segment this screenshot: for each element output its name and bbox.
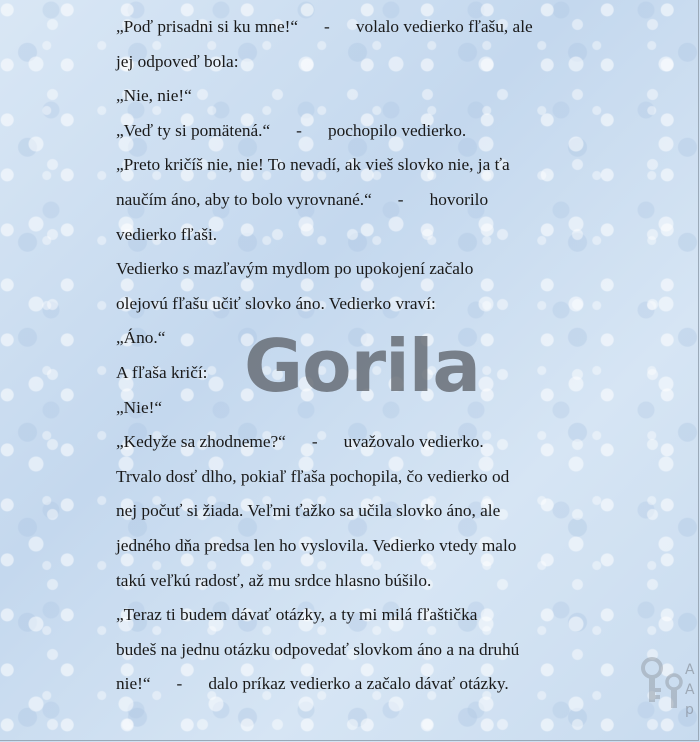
story-text-segment: A fľaša kričí: bbox=[116, 362, 208, 382]
story-text-segment: jedného dňa predsa len ho vyslovila. Vedierko vtedy malo bbox=[116, 535, 517, 555]
story-line bbox=[116, 183, 600, 218]
story-line bbox=[116, 564, 600, 599]
story-line bbox=[116, 321, 600, 356]
story-line bbox=[116, 598, 600, 633]
corner-letter: A bbox=[685, 682, 695, 698]
story-line bbox=[116, 425, 600, 460]
story-line bbox=[116, 633, 600, 668]
story-text-segment: „Nie, nie!“ bbox=[116, 86, 192, 106]
story-line bbox=[116, 494, 600, 529]
corner-letter: p bbox=[685, 702, 694, 718]
story-line bbox=[116, 391, 600, 426]
story-line bbox=[116, 79, 600, 114]
story-text-segment: naučím áno, aby to bolo vyrovnané.“ bbox=[116, 189, 372, 209]
story-text-segment: volalo vedierko fľašu, ale bbox=[355, 17, 533, 36]
story-text-segment: Vedierko s mazľavým mydlom po upokojení začalo bbox=[116, 259, 474, 279]
dialogue-dash: - bbox=[176, 674, 183, 694]
story-line bbox=[116, 460, 600, 495]
story-text-segment: hovorilo bbox=[429, 189, 489, 209]
story-text-segment: „Kedyže sa zhodneme?“ bbox=[116, 432, 286, 452]
story-line bbox=[116, 529, 600, 564]
story-text bbox=[116, 10, 600, 702]
dialogue-dash: - bbox=[311, 432, 318, 452]
story-text-segment: nej počuť si žiada. Veľmi ťažko sa učila slovko áno, ale bbox=[116, 501, 501, 521]
story-line bbox=[116, 252, 600, 287]
story-text-segment: „Poď prisadni si ku mne!“ bbox=[116, 17, 299, 36]
story-text-segment: pochopilo vedierko. bbox=[327, 120, 467, 140]
story-text-segment: „Áno.“ bbox=[116, 328, 166, 348]
story-text-segment: Trvalo dosť dlho, pokiaľ fľaša pochopila, čo vedierko od bbox=[116, 466, 510, 486]
story-text-segment: takú veľkú radosť, až mu srdce hlasno búšilo. bbox=[116, 570, 432, 590]
story-line bbox=[116, 218, 600, 253]
story-text-segment: „Nie!“ bbox=[116, 397, 163, 417]
story-text-segment: budeš na jednu otázku odpovedať slovkom áno a na druhú bbox=[116, 639, 520, 659]
story-text-segment: jej odpoveď bola: bbox=[116, 51, 239, 71]
story-line bbox=[116, 667, 600, 702]
story-line bbox=[116, 148, 600, 183]
corner-letter: A bbox=[685, 662, 695, 678]
story-text-segment: uvažovalo vedierko. bbox=[343, 432, 484, 452]
story-text-segment: vedierko fľaši. bbox=[116, 224, 218, 244]
story-line bbox=[116, 356, 600, 391]
story-text-segment: olejovú fľašu učiť slovko áno. Vedierko vraví: bbox=[116, 293, 436, 313]
dialogue-dash: - bbox=[397, 189, 404, 209]
gorila-watermark: Gorila bbox=[244, 324, 481, 408]
story-line bbox=[116, 10, 600, 45]
story-text-segment: dalo príkaz vedierko a začalo dávať otázky. bbox=[208, 674, 509, 694]
dialogue-dash: - bbox=[296, 120, 302, 140]
story-line bbox=[116, 45, 600, 80]
dialogue-dash: - bbox=[324, 17, 330, 36]
corner-letters bbox=[685, 660, 695, 720]
story-text-segment: nie!“ bbox=[116, 674, 151, 694]
story-text-segment: „Teraz ti budem dávať otázky, a ty mi milá fľaštička bbox=[116, 605, 478, 625]
story-text-segment: „Veď ty si pomätená.“ bbox=[116, 120, 271, 140]
story-line bbox=[116, 287, 600, 322]
story-text-segment: „Preto kričíš nie, nie! To nevadí, ak vieš slovko nie, ja ťa bbox=[116, 155, 510, 175]
story-line bbox=[116, 114, 600, 149]
